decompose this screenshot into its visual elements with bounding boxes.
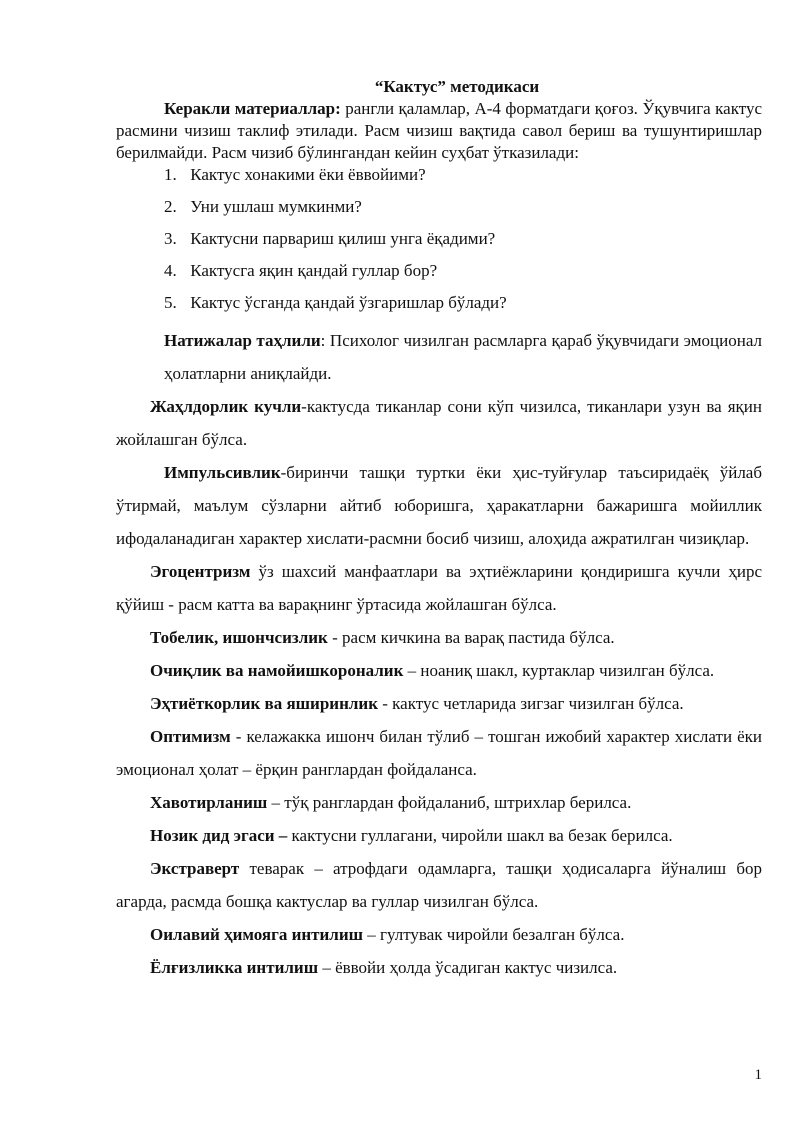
list-item [164,260,762,292]
trait-term: Хавотирланиш [150,793,268,812]
trait-description: – гултувак чиройли безалган бўлса. [363,925,625,944]
list-item-text: Кактусни парвариш қилиш унга ёқадими? [190,229,496,248]
trait-term: Эгоцентризм [150,562,251,581]
trait-paragraph [116,951,762,984]
trait-description: – ёввойи ҳолда ўсадиган кактус чизилса. [318,958,618,977]
analysis-text: : Психолог чизилган расмларга қараб ўқувчидаги эмоционал ҳолатларни аниқлайди. [164,331,763,383]
list-item-text: Кактус ўсганда қандай ўзгаришлар бўлади? [190,293,507,312]
trait-description: ўз шахсий манфаатлари ва эҳтиёжларини қондиришга кучли ҳирс қўйиш - расм катта ва варақнинг ўртасида жойлашган бўлса. [116,562,762,614]
trait-paragraph [116,621,762,654]
trait-description: кактусни гуллагани, чиройли шакл ва безак берилса. [287,826,673,845]
list-item [164,292,762,324]
list-item [164,196,762,228]
list-item [164,228,762,260]
trait-term: Оилавий ҳимояга интилиш [150,925,363,944]
trait-description: -биринчи ташқи туртки ёки ҳис-туйғулар таъсиридаёқ ўйлаб ўтирмай, маълум сўзларни айтиб юборишга, ҳаракатларни бажаришга мойиллик ифодаланадиган характер хислати-расмни босиб чизиш, алоҳида ажратилган чизиқлар. [116,463,762,548]
intro-text: рангли қаламлар, А-4 форматдаги қоғоз. Ўқувчига кактус расмини чизиш таклиф этилади. Расм чизиш вақтида савол бериш ва тушунтиришлар берилмайди. Расм чизиб бўлингандан кейин суҳбат ўтказилади: [116,99,762,162]
document-page [116,76,762,984]
trait-description: -кактусда тиканлар сони кўп чизилса, тиканлари узун ва яқин жойлашган бўлса. [116,397,762,449]
intro-label: Керакли материаллар: [164,99,341,118]
page-number: 1 [754,1067,762,1083]
analysis-paragraph [164,324,762,390]
trait-term: Тобелик, ишончсизлик [150,628,328,647]
trait-paragraph [116,720,762,786]
trait-paragraph [116,852,762,918]
trait-description: - келажакка ишонч билан тўлиб – тошган ижобий характер хислати ёки эмоционал ҳолат – ёрқин ранглардан фойдаланса. [116,727,762,779]
trait-paragraph [116,555,762,621]
trait-term: Жаҳлдорлик кучли [150,397,302,416]
list-item-number: 3. [164,229,177,248]
trait-description: теварак – атрофдаги одамларга, ташқи ҳодисаларга йўналиш бор агарда, расмда бошқа кактуслар ва гуллар чизилган бўлса. [116,859,762,911]
trait-description: - расм кичкина ва варақ пастида бўлса. [327,628,615,647]
list-item-number: 2. [164,197,177,216]
trait-term: Очиқлик ва намойишкороналик [150,661,404,680]
trait-description: – тўқ ранглардан фойдаланиб, штрихлар берилса. [267,793,632,812]
document-title: “Кактус” методикаси [374,77,540,96]
list-item-text: Уни ушлаш мумкинми? [190,197,362,216]
analysis-label: Натижалар таҳлили [164,331,321,350]
list-item-text: Кактусга яқин қандай гуллар бор? [190,261,438,280]
trait-paragraph [116,456,762,555]
trait-paragraph [116,390,762,456]
list-item-number: 5. [164,293,177,312]
trait-description: – ноаниқ шакл, куртаклар чизилган бўлса. [403,661,715,680]
trait-paragraph [116,786,762,819]
trait-term: Экстраверт [150,859,240,878]
intro-paragraph [116,98,762,164]
list-item [164,164,762,196]
trait-term: Эҳтиёткорлик ва яширинлик [150,694,378,713]
list-item-text: Кактус хонакими ёки ёввойими? [190,165,426,184]
trait-paragraph [116,819,762,852]
trait-paragraph [116,654,762,687]
question-list [116,164,762,324]
trait-paragraph [116,687,762,720]
list-item-number: 1. [164,165,177,184]
trait-paragraph [116,918,762,951]
trait-term: Оптимизм [150,727,231,746]
trait-term: Нозик дид эгаси – [150,826,288,845]
trait-term: Импульсивлик [164,463,281,482]
list-item-number: 4. [164,261,177,280]
trait-description: - кактус четларида зигзаг чизилган бўлса. [378,694,684,713]
trait-term: Ёлғизликка интилиш [150,958,319,977]
